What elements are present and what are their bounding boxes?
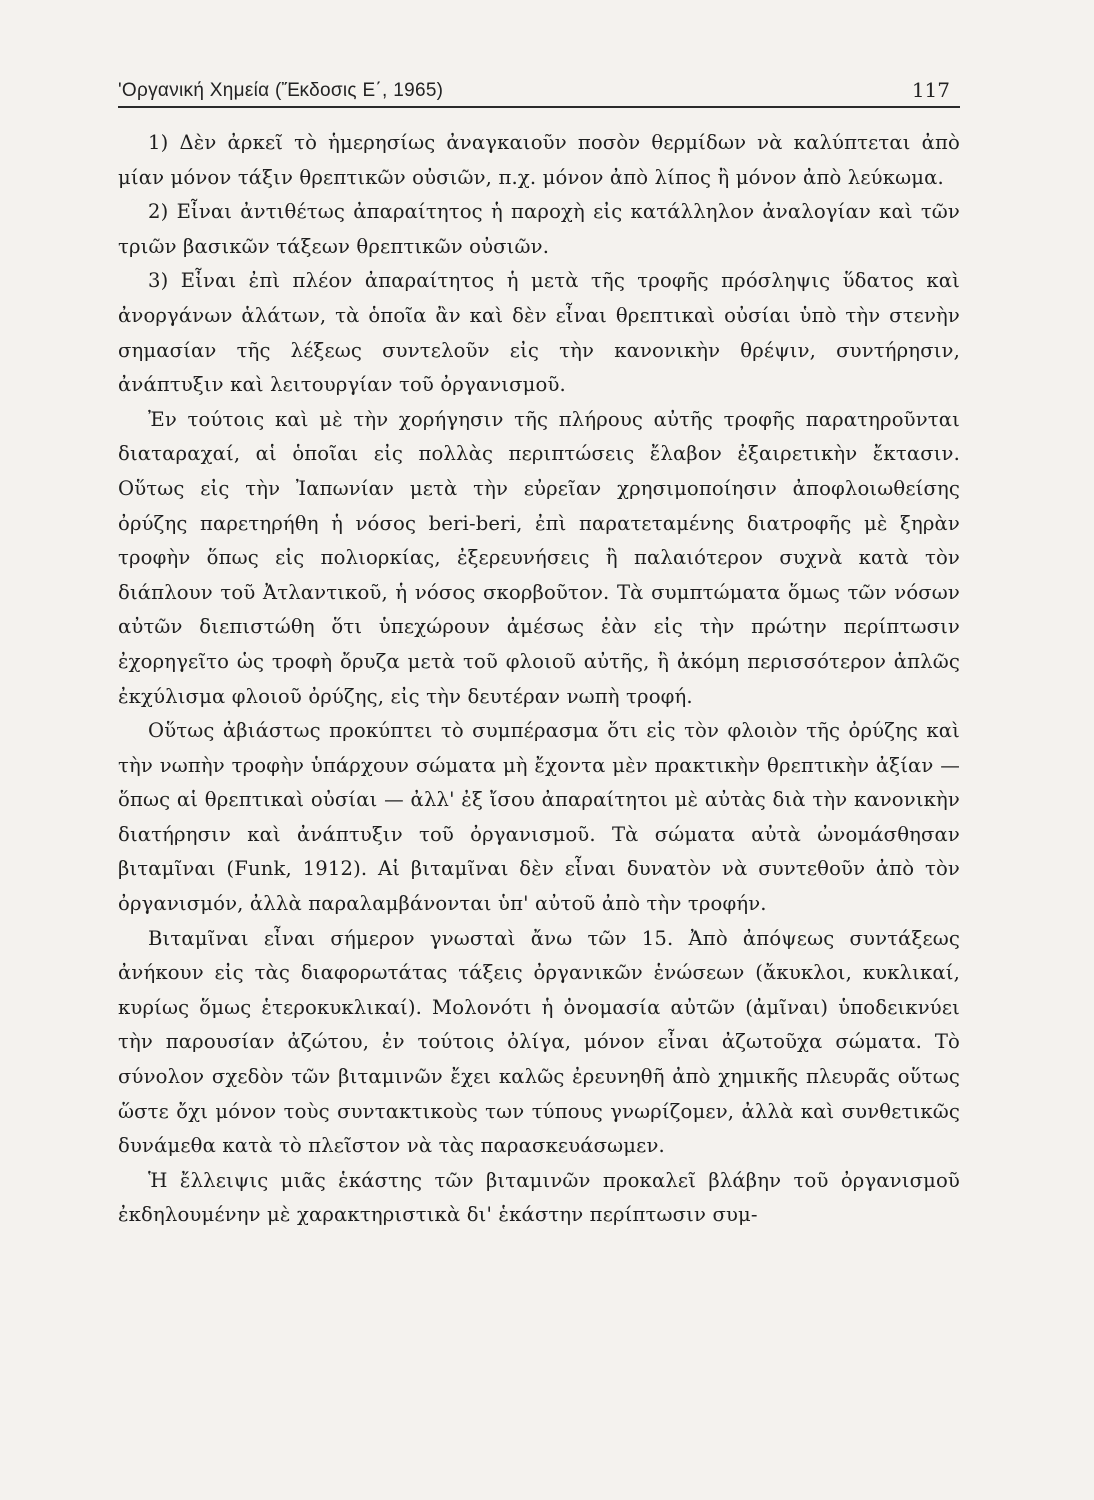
book-page [118, 62, 960, 1233]
paragraph-deficiency: Ἡ ἔλλειψις μιᾶς ἑκάστης τῶν βιταμινῶν προκαλεῖ βλάβην τοῦ ὀργανισμοῦ ἐκδηλουμένην μὲ χαρακτηριστικὰ δι' ἑκάστην περίπτωσιν συμ- [118, 1168, 960, 1227]
paragraph-point-3: 3) Εἶναι ἐπὶ πλέον ἀπαραίτητος ἡ μετὰ τῆς τροφῆς πρόσληψις ὕδατος καὶ ἀνοργάνων ἁλάτων, τὰ ὁποῖα ἂν καὶ δὲν εἶναι θρεπτικαὶ οὐσίαι ὑπὸ τὴν στενὴν σημασίαν τῆς λέξεως συντελοῦν εἰς τὴν κανονικὴν θρέψιν, συντήρησιν, ἀνάπτυξιν καὶ λειτουργίαν τοῦ ὀργανισμοῦ. [118, 269, 960, 397]
page-number: 117 [911, 78, 950, 102]
body-text [118, 126, 960, 1233]
running-title: 'Οργανική Χημεία (Ἔκδοσις Ε΄, 1965) [118, 80, 444, 101]
page-header [118, 62, 960, 108]
paragraph-conclusion: Οὕτως ἀβιάστως προκύπτει τὸ συμπέρασμα ὅτι εἰς τὸν φλοιὸν τῆς ὀρύζης καὶ τὴν νωπὴν τροφὴν ὑπάρχουν σώματα μὴ ἔχοντα μὲν πρακτικὴν θρεπτικὴν ἀξίαν — ὅπως αἱ θρεπτικαὶ οὐσίαι — ἀλλ' ἐξ ἴσου ἀπαραίτητοι μὲ αὐτὰς διὰ τὴν κανονικὴν διατήρησιν καὶ ἀνάπτυξιν τοῦ ὀργανισμοῦ. Τὰ σώματα αὐτὰ ὠνομάσθησαν βιταμῖναι (Funk, 1912). Αἱ βιταμῖναι δὲν εἶναι δυνατὸν νὰ συντεθοῦν ἀπὸ τὸν ὀργανισμόν, ἀλλὰ παραλαμβάνονται ὑπ' αὐτοῦ ἀπὸ τὴν τροφήν. [118, 719, 960, 916]
paragraph-point-2: 2) Εἶναι ἀντιθέτως ἀπαραίτητος ἡ παροχὴ εἰς κατάλληλον ἀναλογίαν καὶ τῶν τριῶν βασικῶν τάξεων θρεπτικῶν οὐσιῶν. [118, 200, 960, 258]
paragraph-vitamins-known: Βιταμῖναι εἶναι σήμερον γνωσταὶ ἄνω τῶν 15. Ἀπὸ ἀπόψεως συντάξεως ἀνήκουν εἰς τὰς διαφορωτάτας τάξεις ὀργανικῶν ἑνώσεων (ἄκυκλοι, κυκλικαί, κυρίως ὅμως ἑτεροκυκλικαί). Μολονότι ἡ ὀνομασία αὐτῶν (ἀμῖναι) ὑποδεικνύει τὴν παρουσίαν ἀζώτου, ἐν τούτοις ὀλίγα, μόνον εἶναι ἀζωτοῦχα σώματα. Τὸ σύνολον σχεδὸν τῶν βιταμινῶν ἔχει καλῶς ἐρευνηθῆ ἀπὸ χημικῆς πλευρᾶς οὕτως ὥστε ὄχι μόνον τοὺς συντακτικοὺς των τύπους γνωρίζομεν, ἀλλὰ καὶ συνθετικῶς δυνάμεθα κατὰ τὸ πλεῖστον νὰ τὰς παρασκευάσωμεν. [118, 926, 960, 1158]
paragraph-disorders: Ἐν τούτοις καὶ μὲ τὴν χορήγησιν τῆς πλήρους αὐτῆς τροφῆς παρατηροῦνται διαταραχαί, αἱ ὁποῖαι εἰς πολλὰς περιπτώσεις ἔλαβον ἐξαιρετικὴν ἔκτασιν. Οὕτως εἰς τὴν Ἰαπωνίαν μετὰ τὴν εὐρεῖαν χρησιμοποίησιν ἀποφλοιωθείσης ὀρύζης παρετηρήθη ἡ νόσος beri-beri, ἐπὶ παρατεταμένης διατροφῆς μὲ ξηρὰν τροφὴν ὅπως εἰς πολιορκίας, ἐξερευνήσεις ἢ παλαιότερον συχνὰ κατὰ τὸν διάπλουν τοῦ Ἀτλαντικοῦ, ἡ νόσος σκορβοῦτον. Τὰ συμπτώματα ὅμως τῶν νόσων αὐτῶν διεπιστώθη ὅτι ὑπεχώρουν ἀμέσως ἐὰν εἰς τὴν πρώτην περίπτωσιν ἐχορηγεῖτο ὡς τροφὴ ὄρυζα μετὰ τοῦ φλοιοῦ αὐτῆς, ἢ ἀκόμη περισσότερον ἁπλῶς ἐκχύλισμα φλοιοῦ ὀρύζης, εἰς τὴν δευτέραν νωπὴ τροφή. [118, 407, 960, 708]
paragraph-point-1: 1) Δὲν ἀρκεῖ τὸ ἡμερησίως ἀναγκαιοῦν ποσὸν θερμίδων νὰ καλύπτεται ἀπὸ μίαν μόνον τάξιν θρεπτικῶν οὐσιῶν, π.χ. μόνον ἀπὸ λίπος ἢ μόνον ἀπὸ λεύκωμα. [118, 131, 960, 189]
